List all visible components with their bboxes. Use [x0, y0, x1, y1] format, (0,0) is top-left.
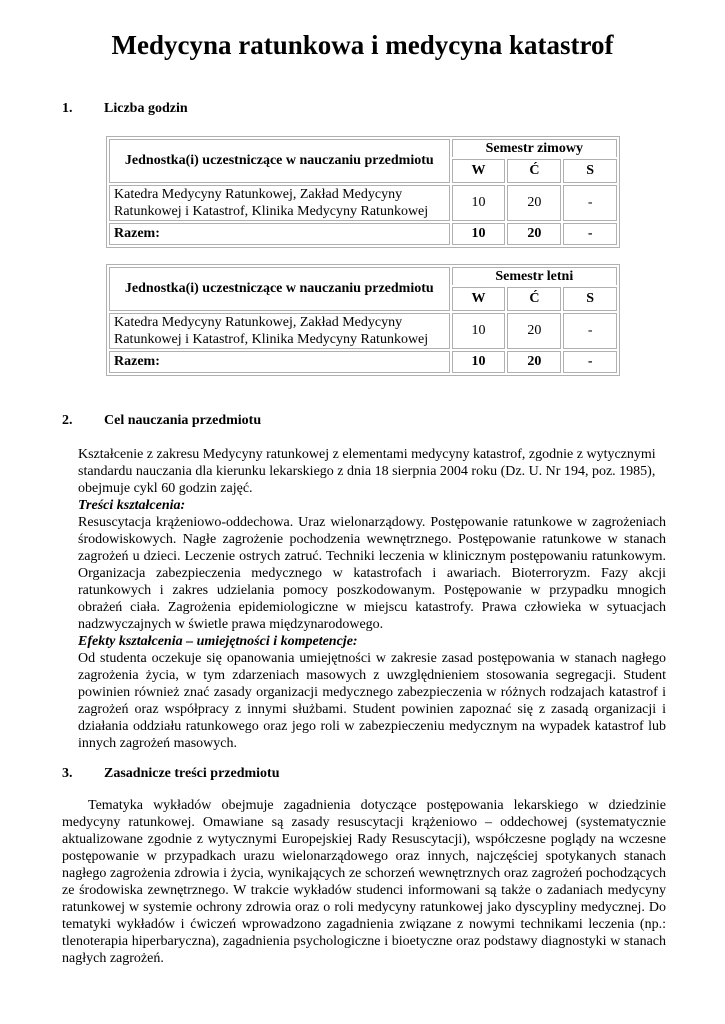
- sum-label: Razem:: [109, 351, 450, 373]
- sum-c: 20: [507, 223, 561, 245]
- section-3-text: Tematyka wykładów obejmuje zagadnienia dotyczące postępowania lekarskiego w dziedzinie medycyny ratunkowej. Omawiane są zasady resuscytacji krążeniowo – oddechowej (systematycznie aktualizowane zgodnie z wytycznymi Europejskiej Rady Resuscytacji), współczesne poglądy na wczesne postępowanie w przypadkach urazu wielonarządowego oraz innych, najczęściej spotykanych stanach nagłego zagrożenia zdrowia i życia, wynikających ze schorzeń wewnętrznych oraz zagrożeń pochodzących ze środowiska zewnętrznego. W trakcie wykładów studenci informowani są także o zadaniach medycyny ratunkowej w systemie ochrony zdrowia oraz o roli medycyny ratunkowej jako dyscypliny medycznej. Do tematyki wykładów i ćwiczeń wprowadzono zagadnienia związane z nowymi technikami leczenia (np.: tlenoterapia hiperbaryczna), zagadnienia psychologiczne i bioetyczne oraz podstawy diagnostyki w stanach nagłych zagrożeń.: [62, 798, 666, 966]
- hours-table-summer: [106, 264, 620, 376]
- unit-name: Katedra Medycyny Ratunkowej, Zakład Medycyny Ratunkowej i Katastrof, Klinika Medycyny Ratunkowej: [109, 185, 450, 221]
- effects-subheading: Efekty kształcenia – umiejętności i kompetencje:: [78, 634, 358, 649]
- column-s: S: [563, 159, 617, 183]
- section-3-title: Zasadnicze treści przedmiotu: [104, 766, 280, 781]
- table-row: [109, 185, 617, 221]
- sum-row: [109, 223, 617, 245]
- section-2-title: Cel nauczania przedmiotu: [104, 413, 262, 428]
- document-title: Medycyna ratunkowa i medycyna katastrof: [111, 30, 614, 60]
- semester-header: Semestr zimowy: [452, 139, 617, 157]
- sum-row: [109, 351, 617, 373]
- sum-w: 10: [452, 351, 506, 373]
- section-3-heading: [62, 766, 280, 782]
- unit-name: Katedra Medycyny Ratunkowej, Zakład Medycyny Ratunkowej i Katastrof, Klinika Medycyny Ratunkowej: [109, 313, 450, 349]
- sum-w: 10: [452, 223, 506, 245]
- value-s: -: [563, 185, 617, 221]
- sum-s: -: [563, 351, 617, 373]
- section-2-body: [78, 446, 666, 752]
- value-w: 10: [452, 185, 506, 221]
- sum-c: 20: [507, 351, 561, 373]
- hours-table-winter: [106, 136, 620, 248]
- section-2-heading: [62, 413, 261, 429]
- semester-header: Semestr letni: [452, 267, 617, 285]
- table-row: [109, 313, 617, 349]
- goal-intro: Kształcenie z zakresu Medycyny ratunkowej z elementami medycyny katastrof, zgodnie z wytycznymi standardu nauczania dla kierunku lekarskiego z dnia 18 sierpnia 2004 roku (Dz. U. Nr 194, poz. 1985), obejmuje cykl 60 godzin zajęć.: [78, 447, 656, 496]
- sum-label: Razem:: [109, 223, 450, 245]
- column-c: Ć: [507, 159, 561, 183]
- section-1-title: Liczba godzin: [104, 101, 188, 116]
- unit-header: Jednostka(i) uczestniczące w nauczaniu przedmiotu: [109, 267, 450, 311]
- column-c: Ć: [507, 287, 561, 311]
- effects-text: Od studenta oczekuje się opanowania umiejętności w zakresie zasad postępowania w stanach nagłego zagrożenia życia, w tym zdarzeniach masowych z uwzględnieniem stosowania segregacji. Student powinien również znać zasady organizacji medycznego zabezpieczenia w różnych rodzajach katastrof i zagrożeń oraz współpracy z innymi służbami. Student powinien zapoznać się z zasadą organizacji i działania oddziału ratunkowego oraz jego roli w zabezpieczeniu medycznym na wypadek katastrof lub innych zagrożeń masowych.: [78, 651, 666, 751]
- content-subheading: Treści kształcenia:: [78, 498, 186, 513]
- column-w: W: [452, 287, 506, 311]
- section-1-number: 1.: [62, 101, 73, 116]
- value-c: 20: [507, 313, 561, 349]
- column-w: W: [452, 159, 506, 183]
- unit-header: Jednostka(i) uczestniczące w nauczaniu przedmiotu: [109, 139, 450, 183]
- content-text: Resuscytacja krążeniowo-oddechowa. Uraz wielonarządowy. Postępowanie ratunkowe w zagrożeniach środowiskowych. Nagłe zagrożenie pochodzenia wewnętrznego. Postępowanie ratunkowe w stanach zagrożeń u dzieci. Leczenie ostrych zatruć. Techniki leczenia w klinicznym postępowaniu ratunkowym. Organizacja zabezpieczenia medycznego w katastrofach i awariach. Bioterroryzm. Fazy akcji ratunkowych i zakres udzielania pomocy poszkodowanym. Postępowanie w przypadku mnogich obrażeń ciała. Zagrożenia epidemiologiczne w miejscu katastrofy. Prawa człowieka w sytuacjach nadzwyczajnych w świetle prawa międzynarodowego.: [78, 515, 666, 632]
- value-c: 20: [507, 185, 561, 221]
- section-3-number: 3.: [62, 766, 73, 781]
- sum-s: -: [563, 223, 617, 245]
- section-1-heading: [62, 101, 188, 117]
- value-s: -: [563, 313, 617, 349]
- column-s: S: [563, 287, 617, 311]
- section-2-number: 2.: [62, 413, 73, 428]
- value-w: 10: [452, 313, 506, 349]
